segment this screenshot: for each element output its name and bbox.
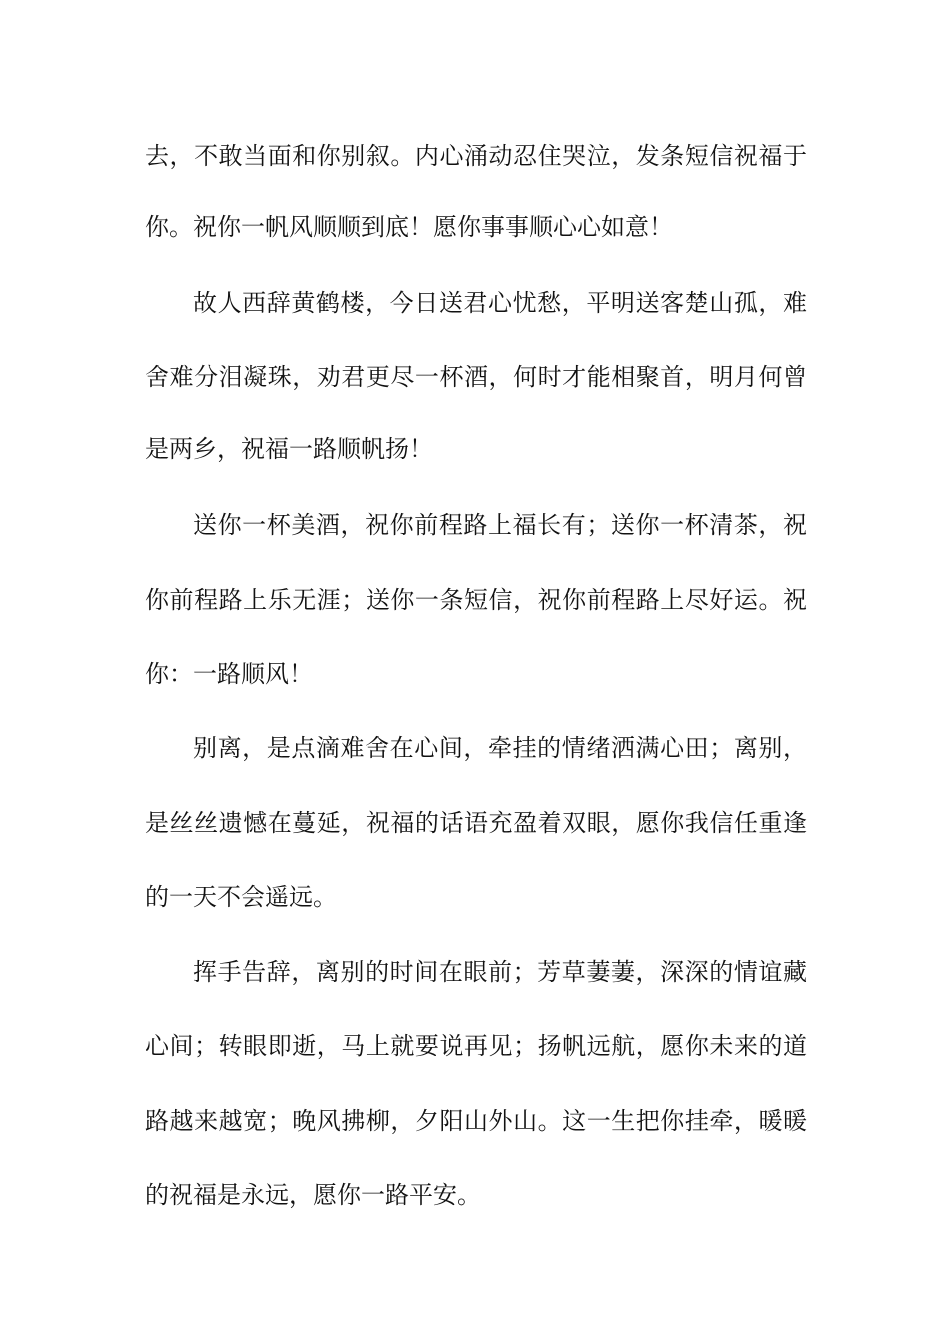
paragraph-5-line-1: 挥手告辞，离别的时间在眼前；芳草萋萋，深深的情谊藏 (193, 958, 807, 986)
paragraph-3-line-2: 你前程路上乐无涯；送你一条短信，祝你前程路上尽好运。祝 (145, 586, 807, 614)
paragraph-5-line-4: 的祝福是永远，愿你一路平安。 (145, 1181, 481, 1209)
paragraph-2-line-3: 是两乡，祝福一路顺帆扬！ (145, 435, 433, 463)
paragraph-5-line-2: 心间；转眼即逝，马上就要说再见；扬帆远航，愿你未来的道 (145, 1032, 807, 1060)
paragraph-3-line-1: 送你一杯美酒，祝你前程路上福长有；送你一杯清茶，祝 (193, 511, 807, 539)
paragraph-4-line-3: 的一天不会遥远。 (145, 883, 337, 911)
paragraph-2-line-2: 舍难分泪凝珠，劝君更尽一杯酒，何时才能相聚首，明月何曾 (145, 363, 807, 391)
paragraph-5-line-3: 路越来越宽；晚风拂柳，夕阳山外山。这一生把你挂牵，暖暖 (145, 1107, 807, 1135)
paragraph-3-line-3: 你：一路顺风！ (145, 660, 313, 688)
paragraph-1-line-1: 去，不敢当面和你别叙。内心涌动忍住哭泣，发条短信祝福于 (145, 142, 807, 170)
paragraph-4-line-1: 别离，是点滴难舍在心间，牵挂的情绪洒满心田；离别， (193, 734, 807, 762)
paragraph-1-line-2: 你。祝你一帆风顺顺到底！愿你事事顺心心如意！ (145, 213, 673, 241)
paragraph-2-line-1: 故人西辞黄鹤楼，今日送君心忧愁，平明送客楚山孤，难 (193, 289, 807, 317)
paragraph-4-line-2: 是丝丝遗憾在蔓延，祝福的话语充盈着双眼，愿你我信任重逢 (145, 809, 807, 837)
